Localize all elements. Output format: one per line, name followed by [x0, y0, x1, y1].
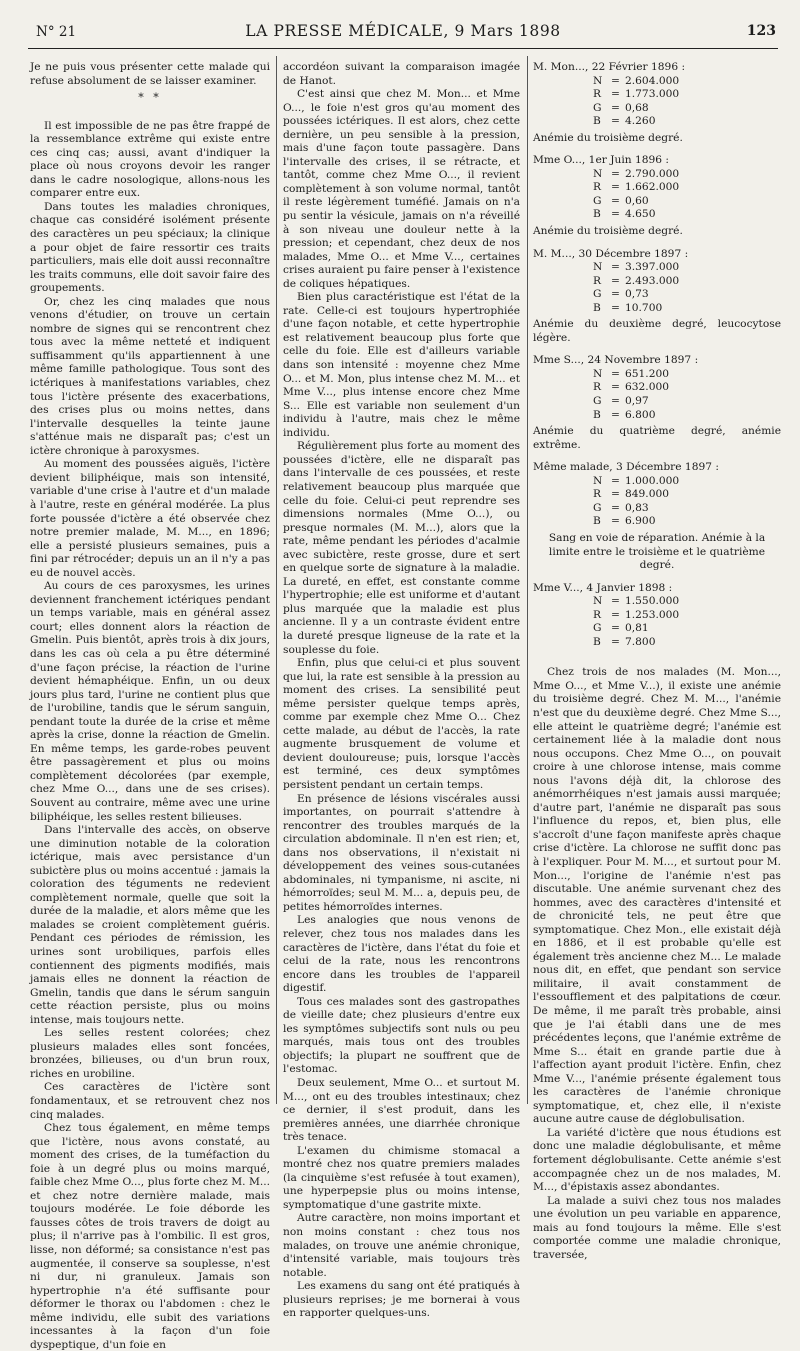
paragraph: Je ne puis vous présenter cette malade qui refuse absolument de se laisser examiner.	[30, 60, 270, 87]
blood-count-key: B	[593, 634, 601, 648]
blood-count-row	[593, 474, 781, 488]
blood-count-row	[593, 367, 781, 381]
blood-count-row	[593, 635, 781, 649]
blood-count-value: 0,81	[625, 621, 649, 635]
blood-count-row	[593, 167, 781, 181]
blood-counts	[533, 60, 781, 648]
equals-sign: =	[611, 207, 620, 221]
blood-count-heading: Mme S..., 24 Novembre 1897 :	[533, 353, 699, 367]
blood-count-row	[593, 487, 781, 501]
journal-title: LA PRESSE MÉDICALE, 9 Mars 1898	[245, 22, 561, 40]
blood-count-key: N	[593, 473, 603, 487]
paragraph: Chez trois de nos malades (M. Mon..., Mme O..., et Mme V...), il existe une anémie du troisième degré. Chez M. M..., l'anémie n'est que du deuxième degré. Chez Mme S..., elle atteint le quatrième degré; l'anémie est certainement liée à la maladie dont nous nous occupons. Chez Mme O..., on pouvait croire à une chlorose intense, mais comme nous l'avons déjà dit, la chlorose des anémorrhéiques n'est jamais aussi marquée; d'autre part, l'anémie ne disparaît pas sous l'influence du repos, et, bien plus, elle s'accroît d'une façon manifeste après chaque crise d'ictère. La chlorose ne suffit donc pas à l'expliquer. Pour M. M..., et surtout pour M. Mon..., l'origine de l'anémie n'est pas discutable. Une anémie survenant chez des hommes, avec des caractères d'intensité et de chronicité tels, ne peut être que symptomatique. Chez Mon., elle existait déjà en 1886, et il est probable qu'elle est également très ancienne chez M... Le malade nous dit, en effet, que pendant son service militaire, il avait constamment de l'essoufflement et des palpitations de cœur. De même, il me paraît très probable, ainsi que je l'ai établi dans une de mes précédentes leçons, que l'anémie extrême de Mme S... était en grande partie due à l'affection ayant produit l'ictère. Enfin, chez Mme V..., l'anémie présente également tous les caractères de l'anémie chronique symptomatique, et, chez elle, il n'existe aucune autre cause de déglobulisation.	[533, 665, 781, 1126]
blood-count-value: 4.650	[625, 207, 656, 221]
paragraph: Les analogies que nous venons de relever, chez tous nos malades dans les caractères de l'ictère, dans l'état du foie et celui de la rate, nous les rencontrons encore dans les troubles de l'appareil digestif.	[283, 913, 520, 995]
blood-count-key: B	[593, 407, 601, 421]
equals-sign: =	[611, 500, 620, 514]
equals-sign: =	[611, 73, 620, 87]
paragraph: Dans toutes les maladies chroniques, chaque cas considéré isolément présente des caractères un peu spéciaux; la clinique a pour objet de faire ressortir ces traits particuliers, mais elle doit aussi reconnaître les traits communs, elle doit savoir faire des groupements.	[30, 199, 270, 295]
blood-count-row	[593, 274, 781, 288]
issue-number: N° 21	[36, 24, 77, 40]
blood-count-note: Anémie du troisième degré.	[533, 130, 683, 144]
section-separator: * *	[138, 91, 162, 105]
blood-count-table	[593, 367, 781, 421]
blood-count-key: R	[593, 487, 602, 501]
blood-count-heading: M. M..., 30 Décembre 1897 :	[533, 246, 689, 260]
blood-count-value: 3.397.000	[625, 260, 680, 274]
blood-count-key: B	[593, 207, 601, 221]
blood-count-table	[593, 74, 781, 128]
paragraph: Au moment des poussées aiguës, l'ictère devient biliphéique, mais son intensité, variable d'une crise à l'autre et d'un malade à l'autre, reste en général modérée. La plus forte poussée d'ictère a été observée chez notre premier malade, M. M..., en 1896; elle a persisté plusieurs semaines, puis a fini par rétrocéder; depuis un an il n'y a pas eu de nouvel accès.	[30, 457, 270, 579]
blood-count-value: 651.200	[625, 366, 670, 380]
blood-count-value: 2.604.000	[625, 73, 680, 87]
paragraph: Les selles restent colorées; chez plusieurs malades elles sont foncées, bronzées, bilieuses, ou d'un brun roux, riches en urobiline.	[30, 1026, 270, 1080]
blood-count-note: Anémie du troisième degré.	[533, 224, 683, 238]
blood-count-row	[593, 180, 781, 194]
blood-count-value: 1.550.000	[625, 594, 680, 608]
blood-count-key: N	[593, 594, 603, 608]
paragraph: Dans l'intervalle des accès, on observe une diminution notable de la coloration ictérique, mais avec persistance d'un subictère plus ou moins accentué : jamais la coloration des téguments ne redevient complètement normale, quelle que soit la durée de la maladie, et alors même que les malades se croient complètement guéris. Pendant ces périodes de rémission, les urines sont urobiliques, parfois elles contiennent des pigments modifiés, mais jamais elles ne donnent la réaction de Gmelin, tandis que dans le sérum sanguin cette réaction persiste, plus ou moins intense, mais toujours nette.	[30, 823, 270, 1026]
paragraph: Tous ces malades sont des gastropathes de vieille date; chez plusieurs d'entre eux les symptômes subjectifs sont nuls ou peu marqués, mais tous ont des troubles objectifs; la plupart ne souffrent que de l'estomac.	[283, 994, 520, 1076]
equals-sign: =	[611, 473, 620, 487]
equals-sign: =	[611, 394, 620, 408]
equals-sign: =	[611, 180, 620, 194]
column-divider	[276, 56, 277, 1104]
paragraph: Chez tous également, en même temps que l'ictère, nous avons constaté, au moment des crises, de la tuméfaction du foie à un degré plus ou moins marqué, faible chez Mme O..., plus forte chez M. M... et chez notre dernière malade, mais toujours modérée. Le foie déborde les fausses côtes de trois travers de doigt au plus; il n'arrive pas à l'ombilic. Il est gros, lisse, non déformé; sa consistance n'est pas augmentée, il conserve sa souplesse, n'est ni dur, ni granuleux. Jamais son hypertrophie n'a été suffisante pour déformer le thorax ou l'abdomen : chez le même individu, elle subit des variations incessantes à la façon d'un foie dyspeptique, d'un foie en	[30, 1121, 270, 1351]
paragraph: C'est ainsi que chez M. Mon... et Mme O..., le foie n'est gros qu'au moment des poussées ictériques. Il est alors, chez cette dernière, un peu sensible à la pression, mais d'une façon toute passagère. Dans l'intervalle des crises, il se rétracte, et tantôt, comme chez Mme O..., il revient complètement à son volume normal, tantôt il reste légèrement tuméfié. Jamais on n'a pu sentir la vésicule, jamais on n'a réveillé à son niveau une douleur nette à la pression; et cependant, chez deux de nos malades, Mme O... et Mme V..., certaines crises auraient pu faire penser à l'existence de coliques hépatiques.	[283, 87, 520, 290]
blood-count-value: 1.000.000	[625, 473, 680, 487]
paragraph: Bien plus caractéristique est l'état de la rate. Celle-ci est toujours hypertrophiée d'une façon notable, et cette hypertrophie est relativement beaucoup plus forte que celle du foie. Elle est d'ailleurs variable dans son intensité : moyenne chez Mme O... et M. Mon, plus intense chez M. M... et Mme V..., plus intense encore chez Mme S... Elle est variable non seulement d'un individu à l'autre, mais chez le même individu.	[283, 290, 520, 439]
blood-count-row	[593, 301, 781, 315]
paragraph: En présence de lésions viscérales aussi importantes, on pourrait s'attendre à rencontrer des troubles marqués de la circulation abdominale. Il n'en est rien; et, dans nos observations, il n'existait ni développement des veines sous-cutanées abdominales, ni tympanisme, ni ascite, ni hémorroïdes; seul M. M... a, depuis peu, de petites hémorroïdes internes.	[283, 791, 520, 913]
blood-count-row	[593, 594, 781, 608]
column-divider	[527, 56, 528, 1104]
equals-sign: =	[611, 193, 620, 207]
blood-count-key: G	[593, 394, 602, 408]
text-column-2	[283, 60, 520, 1320]
blood-count-value: 7.800	[625, 634, 656, 648]
blood-count-key: R	[593, 273, 602, 287]
blood-count-key: G	[593, 621, 602, 635]
blood-count-key: R	[593, 380, 602, 394]
paragraph: Or, chez les cinq malades que nous venons d'étudier, on trouve un certain nombre de signes qui se rencontrent chez tous avec la même netteté et indiquent suffisamment qu'ils appartiennent à une même famille pathologique. Tous sont des ictériques à manifestations variables, chez tous l'ictère présente des exacerbations, des crises plus ou moins nettes, dans l'intervalle desquelles la teinte jaune s'atténue mais ne disparaît pas; c'est un ictère chronique à paroxysmes.	[30, 294, 270, 457]
blood-count-key: R	[593, 180, 602, 194]
blood-count-value: 6.900	[625, 514, 656, 528]
blood-count-key: B	[593, 514, 601, 528]
paragraph: Les examens du sang ont été pratiqués à plusieurs reprises; je me bornerai à vous en rapporter quelques-uns.	[283, 1279, 520, 1320]
paragraph: Au cours de ces paroxysmes, les urines deviennent franchement ictériques pendant un temps variable, mais en général assez court; elles donnent alors la réaction de Gmelin. Puis bientôt, après trois à dix jours, dans les cas où cela a pu être déterminé d'une façon précise, la réaction de l'urine devient hémaphéique. Enfin, un ou deux jours plus tard, l'urine ne contient plus que de l'urobiline, tandis que le sérum sanguin, pendant toute la durée de la crise et même après la crise, donne la réaction de Gmelin. En même temps, les garde-robes peuvent être passagèrement et plus ou moins complètement décolorées (par exemple, chez Mme O..., dans une de ses crises). Souvent au contraire, même avec une urine biliphéique, les selles restent bilieuses.	[30, 579, 270, 823]
text-column-1	[30, 60, 270, 1351]
blood-count-key: B	[593, 114, 601, 128]
equals-sign: =	[611, 407, 620, 421]
equals-sign: =	[611, 607, 620, 621]
equals-sign: =	[611, 260, 620, 274]
equals-sign: =	[611, 100, 620, 114]
equals-sign: =	[611, 621, 620, 635]
equals-sign: =	[611, 87, 620, 101]
blood-count-row	[593, 514, 781, 528]
blood-count-key: G	[593, 193, 602, 207]
blood-count-row	[593, 621, 781, 635]
blood-count-value: 2.493.000	[625, 273, 680, 287]
equals-sign: =	[611, 300, 620, 314]
blood-count-row	[593, 74, 781, 88]
blood-count-table	[593, 594, 781, 648]
blood-count-row	[593, 260, 781, 274]
paragraph: La malade a suivi chez tous nos malades une évolution un peu variable en apparence, mais au fond toujours la même. Elle s'est comportée comme une maladie chronique, traversée,	[533, 1193, 781, 1261]
blood-count-value: 0,73	[625, 287, 649, 301]
blood-count-value: 0,97	[625, 394, 649, 408]
blood-count-key: N	[593, 166, 603, 180]
page-number: 123	[746, 23, 776, 39]
equals-sign: =	[611, 114, 620, 128]
blood-count-row	[593, 408, 781, 422]
equals-sign: =	[611, 166, 620, 180]
blood-count-value: 0,68	[625, 100, 649, 114]
paragraph: Deux seulement, Mme O... et surtout M. M..., ont eu des troubles intestinaux; chez ce dernier, il s'est produit, dans les premières années, une diarrhée chronique très tenace.	[283, 1076, 520, 1144]
blood-count-row	[593, 608, 781, 622]
blood-count-value: 6.800	[625, 407, 656, 421]
blood-count-key: N	[593, 366, 603, 380]
paragraph: Enfin, plus que celui-ci et plus souvent que lui, la rate est sensible à la pression au moment des crises. La sensibilité peut même persister quelque temps après, comme par exemple chez Mme O... Chez cette malade, au début de l'accès, la rate augmente brusquement de volume et devient douloureuse; puis, lorsque l'accès est terminé, ces deux symptômes persistent pendant un certain temps.	[283, 656, 520, 791]
blood-count-row	[593, 114, 781, 128]
blood-count-value: 4.260	[625, 114, 656, 128]
paragraph: Autre caractère, non moins important et non moins constant : chez tous nos malades, on trouve une anémie chronique, d'intensité variable, mais toujours très notable.	[283, 1211, 520, 1279]
blood-count-row	[593, 394, 781, 408]
paragraph: accordéon suivant la comparaison imagée de Hanot.	[283, 60, 520, 87]
blood-count-value: 0,83	[625, 500, 649, 514]
blood-count-value: 2.790.000	[625, 166, 680, 180]
blood-count-heading: Mme O..., 1er Juin 1896 :	[533, 153, 670, 167]
paragraph: Régulièrement plus forte au moment des poussées d'ictère, elle ne disparaît pas dans l'intervalle de ces poussées, et reste relativement beaucoup plus marquée que celle du foie. Celui-ci peut reprendre ses dimensions normales (Mme O...), ou presque normales (M. M...), alors que la rate, même pendant les périodes d'acalmie avec subictère, reste grosse, dure et sert en quelque sorte de signature à la maladie. La dureté, en effet, est constante comme l'hypertrophie; elle est uniforme et d'autant plus marquée que la maladie est plus ancienne. Il y a un contraste évident entre la dureté presque ligneuse de la rate et la souplesse du foie.	[283, 439, 520, 656]
blood-count-row	[593, 380, 781, 394]
blood-count-value: 849.000	[625, 487, 670, 501]
blood-count-row	[593, 207, 781, 221]
blood-count-key: R	[593, 87, 602, 101]
blood-count-value: 1.253.000	[625, 607, 680, 621]
blood-count-row	[593, 87, 781, 101]
paragraph: Ces caractères de l'ictère sont fondamentaux, et se retrouvent chez nos cinq malades.	[30, 1080, 270, 1121]
equals-sign: =	[611, 487, 620, 501]
blood-count-heading: Même malade, 3 Décembre 1897 :	[533, 460, 719, 474]
blood-count-key: N	[593, 260, 603, 274]
blood-count-key: B	[593, 300, 601, 314]
blood-count-key: G	[593, 500, 602, 514]
blood-count-note: Anémie du deuxième degré, leucocytose légère.	[533, 317, 781, 344]
blood-count-table	[593, 167, 781, 221]
blood-count-row	[593, 287, 781, 301]
blood-count-value: 1.662.000	[625, 180, 680, 194]
paragraph: Il est impossible de ne pas être frappé de la ressemblance extrême qui existe entre ces cinq cas; aussi, avant d'indiquer la place où nous croyons devoir les ranger dans le cadre nosologique, allons-nous les comparer entre eux.	[30, 118, 270, 200]
blood-count-key: N	[593, 73, 603, 87]
text-column-3	[533, 60, 781, 1261]
blood-count-table	[593, 260, 781, 314]
blood-count-value: 1.773.000	[625, 87, 680, 101]
blood-count-heading: Mme V..., 4 Janvier 1898 :	[533, 580, 673, 594]
equals-sign: =	[611, 273, 620, 287]
blood-count-table	[593, 474, 781, 528]
blood-count-value: 10.700	[625, 300, 663, 314]
paragraph: L'examen du chimisme stomacal a montré chez nos quatre premiers malades (la cinquième s'est refusée à tout examen), une hyperpepsie plus ou moins intense, symptomatique d'une gastrite mixte.	[283, 1143, 520, 1211]
equals-sign: =	[611, 287, 620, 301]
equals-sign: =	[611, 380, 620, 394]
paragraph: La variété d'ictère que nous étudions est donc une maladie déglobulisante, et même fortement déglobulisante. Cette anémie s'est accompagnée chez un de nos malades, M. M..., d'épistaxis assez abondantes.	[533, 1125, 781, 1194]
equals-sign: =	[611, 634, 620, 648]
blood-count-key: G	[593, 287, 602, 301]
blood-count-row	[593, 101, 781, 115]
blood-count-row	[593, 501, 781, 515]
header-rule	[28, 48, 778, 49]
blood-count-key: R	[593, 607, 602, 621]
blood-count-key: G	[593, 100, 602, 114]
equals-sign: =	[611, 594, 620, 608]
blood-count-value: 0,60	[625, 193, 649, 207]
page-header	[28, 20, 778, 44]
equals-sign: =	[611, 366, 620, 380]
blood-count-value: 632.000	[625, 380, 670, 394]
blood-count-note: Sang en voie de réparation. Anémie à la limite entre le troisième et le quatrième degré.	[548, 530, 766, 572]
blood-count-row	[593, 194, 781, 208]
blood-count-heading: M. Mon..., 22 Février 1896 :	[533, 60, 686, 73]
blood-count-note: Anémie du quatrième degré, anémie extrême.	[533, 424, 781, 451]
equals-sign: =	[611, 514, 620, 528]
